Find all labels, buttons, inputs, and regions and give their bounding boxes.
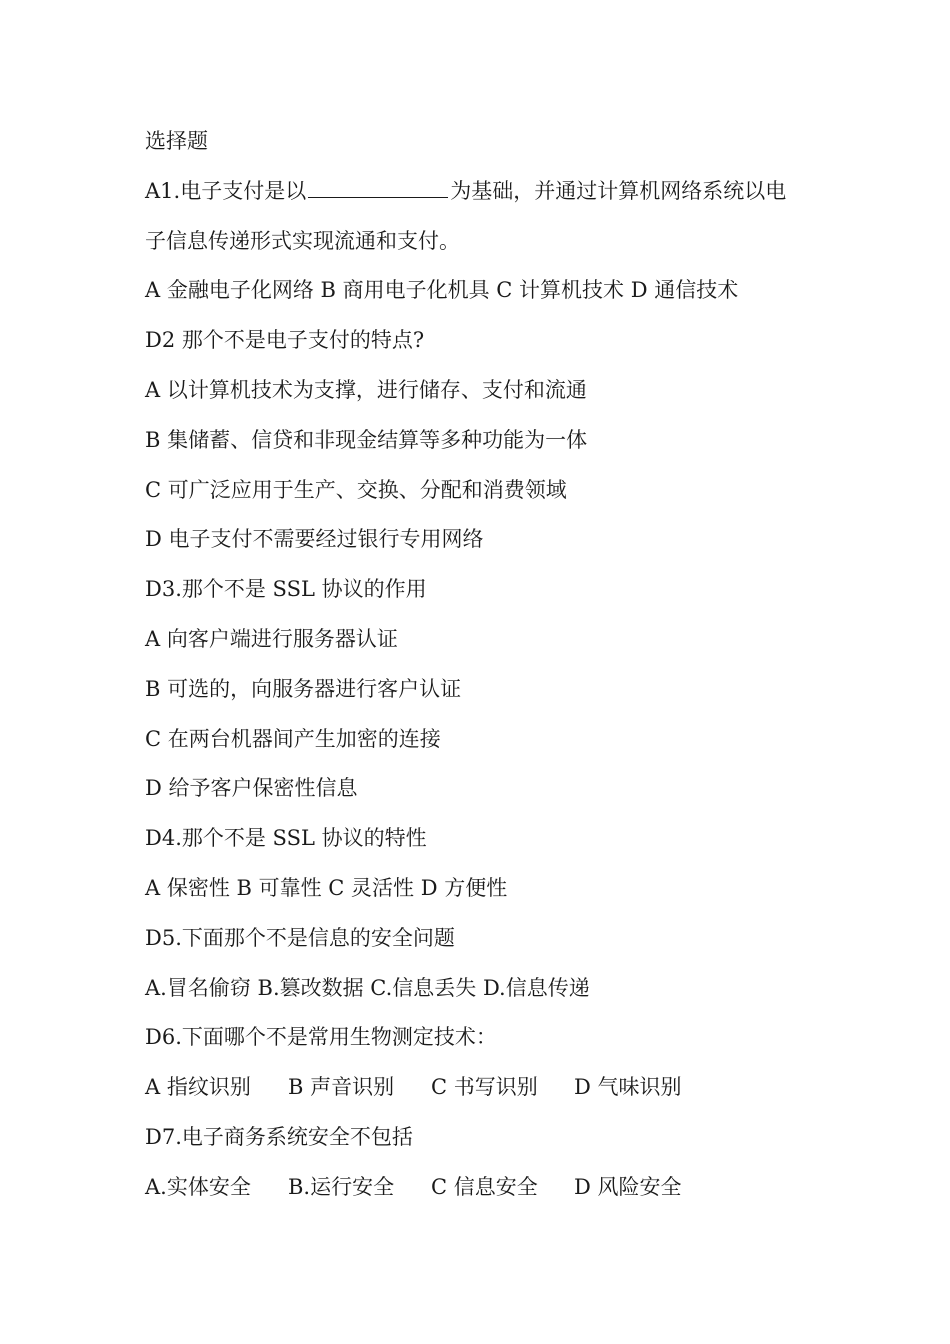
question-1-stem: [145, 167, 825, 217]
question-6-option-d: D 气味识别: [574, 1075, 682, 1100]
question-7-option-c: C 信息安全: [431, 1174, 538, 1199]
document-content: [145, 117, 825, 1213]
question-5-stem: D5.下面那个不是信息的安全问题: [145, 925, 455, 950]
question-3-option-d: D 给予客户保密性信息: [145, 776, 358, 801]
question-1-stem-continuation: 子信息传递形式实现流通和支付。: [145, 228, 460, 253]
question-7-option-b: B.运行安全: [288, 1174, 395, 1199]
question-5-options: A.冒名偷窃 B.篡改数据 C.信息丢失 D.信息传递: [145, 975, 590, 1000]
question-3-option-a: A 向客户端进行服务器认证: [145, 626, 398, 651]
fill-in-blank: [308, 175, 448, 198]
question-2-option-c: C 可广泛应用于生产、交换、分配和消费领域: [145, 477, 567, 502]
question-6-option-c: C 书写识别: [431, 1075, 538, 1100]
question-2-option-d: D 电子支付不需要经过银行专用网络: [145, 527, 484, 552]
section-heading: 选择题: [145, 129, 208, 153]
question-2-stem: D2 那个不是电子支付的特点?: [145, 328, 425, 353]
question-7-stem: D7.电子商务系统安全不包括: [145, 1124, 413, 1149]
question-6-option-b: B 声音识别: [288, 1075, 395, 1100]
question-3-option-b: B 可选的，向服务器进行客户认证: [145, 676, 462, 701]
question-2-option-b: B 集储蓄、信贷和非现金结算等多种功能为一体: [145, 427, 588, 452]
question-3-stem: D3.那个不是 SSL 协议的作用: [145, 577, 427, 602]
question-2-option-a: A 以计算机技术为支撑，进行储存、支付和流通: [145, 377, 587, 402]
question-1-stem-start: A1.电子支付是以: [145, 178, 307, 203]
question-1-stem-end: 为基础，并通过计算机网络系统以电: [450, 178, 787, 203]
question-3-option-c: C 在两台机器间产生加密的连接: [145, 726, 441, 751]
question-7-option-d: D 风险安全: [574, 1174, 682, 1199]
question-1-options: A 金融电子化网络 B 商用电子化机具 C 计算机技术 D 通信技术: [145, 278, 739, 303]
question-7-options: [145, 1163, 825, 1213]
question-7-option-a: A.实体安全: [145, 1174, 251, 1199]
question-4-stem: D4.那个不是 SSL 协议的特性: [145, 826, 427, 851]
question-4-options: A 保密性 B 可靠性 C 灵活性 D 方便性: [145, 875, 508, 900]
question-6-option-a: A 指纹识别: [145, 1075, 251, 1100]
question-6-stem: D6.下面哪个不是常用生物测定技术：: [145, 1025, 497, 1050]
question-6-options: [145, 1063, 825, 1113]
